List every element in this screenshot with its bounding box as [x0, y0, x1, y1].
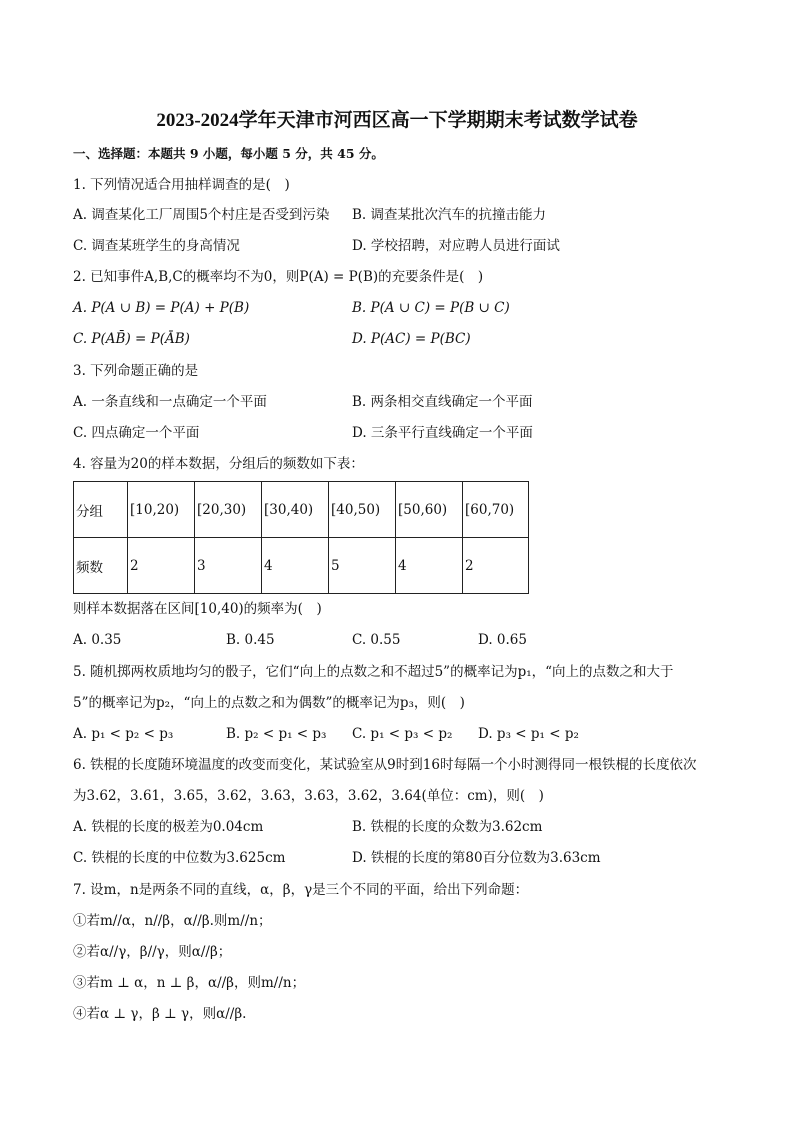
q1-option-c: C. 调查某班学生的身高情况 [73, 238, 240, 254]
q2-option-d: D. P(AC) = P(BC) [352, 331, 471, 347]
frequency-table [73, 481, 529, 594]
q3-option-b: B. 两条相交直线确定一个平面 [352, 394, 533, 410]
q2-option-c: C. P(AB̄) = P(ĀB) [73, 331, 190, 347]
q7-proposition-1: ①若m//α，n//β，α//β.则m//n； [73, 913, 272, 929]
q7-proposition-3: ③若m ⊥ α，n ⊥ β，α//β，则m//n； [73, 975, 306, 991]
question-6-stem-line2: 为3.62，3.61，3.65，3.62，3.63，3.63，3.62，3.64(单位：cm)，则( ) [73, 788, 544, 804]
question-4-after: 则样本数据落在区间[10,40)的频率为( ) [73, 601, 322, 617]
page-title: 2023-2024学年天津市河西区高一下学期期末考试数学试卷 [156, 110, 638, 131]
q6-option-d: D. 铁棍的长度的第80百分位数为3.63cm [352, 850, 601, 866]
q1-option-d: D. 学校招聘，对应聘人员进行面试 [352, 238, 560, 254]
table-row [74, 538, 529, 594]
q2-option-a: A. P(A ∪ B) = P(A) + P(B) [73, 300, 250, 316]
table-cell: 3 [195, 538, 262, 594]
table-cell: 4 [262, 538, 329, 594]
q1-option-b: B. 调查某批次汽车的抗撞击能力 [352, 207, 547, 223]
q7-proposition-2: ②若α//γ，β//γ，则α//β； [73, 944, 232, 960]
question-1-stem: 1. 下列情况适合用抽样调查的是( ) [73, 177, 290, 193]
table-row [74, 482, 529, 538]
q6-option-a: A. 铁棍的长度的极差为0.04cm [73, 819, 264, 835]
table-cell: [20,30) [195, 482, 262, 538]
question-7-stem: 7. 设m，n是两条不同的直线，α，β，γ是三个不同的平面，给出下列命题： [73, 882, 529, 898]
table-cell: [30,40) [262, 482, 329, 538]
table-cell: 2 [463, 538, 529, 594]
q4-option-c: C. 0.55 [352, 632, 401, 648]
question-2-stem: 2. 已知事件A,B,C的概率均不为0，则P(A) = P(B)的充要条件是( ) [73, 269, 484, 285]
q5-option-d: D. p₃ < p₁ < p₂ [478, 726, 579, 742]
question-5-stem-line1: 5. 随机掷两枚质地均匀的骰子，它们“向上的点数之和不超过5”的概率记为p₁，“向上的点数之和大于 [73, 664, 674, 680]
table-cell: 5 [329, 538, 396, 594]
table-cell: 频数 [74, 538, 128, 594]
question-6-stem-line1: 6. 铁棍的长度随环境温度的改变而变化，某试验室从9时到16时每隔一个小时测得同一根铁棍的长度依次 [73, 757, 697, 773]
q7-proposition-4: ④若α ⊥ γ，β ⊥ γ，则α//β. [73, 1006, 247, 1022]
q5-option-b: B. p₂ < p₁ < p₃ [226, 726, 327, 742]
q2-option-b: B. P(A ∪ C) = P(B ∪ C) [352, 300, 510, 316]
table-cell: 分组 [74, 482, 128, 538]
q5-option-c: C. p₁ < p₃ < p₂ [352, 726, 453, 742]
question-3-stem: 3. 下列命题正确的是 [73, 363, 199, 379]
q6-option-c: C. 铁棍的长度的中位数为3.625cm [73, 850, 286, 866]
table-cell: [10,20) [128, 482, 195, 538]
q6-option-b: B. 铁棍的长度的众数为3.62cm [352, 819, 543, 835]
q3-option-c: C. 四点确定一个平面 [73, 425, 200, 441]
section-heading: 一、选择题：本题共 9 小题，每小题 5 分，共 45 分。 [73, 146, 384, 161]
table-cell: [60,70) [463, 482, 529, 538]
question-5-stem-line2: 5”的概率记为p₂，“向上的点数之和为偶数”的概率记为p₃，则( ) [73, 695, 465, 711]
q1-option-a: A. 调查某化工厂周围5个村庄是否受到污染 [73, 207, 330, 223]
table-cell: 2 [128, 538, 195, 594]
question-4-stem: 4. 容量为20的样本数据，分组后的频数如下表： [73, 456, 364, 472]
q4-option-a: A. 0.35 [73, 632, 122, 648]
q3-option-a: A. 一条直线和一点确定一个平面 [73, 394, 267, 410]
table-cell: [40,50) [329, 482, 396, 538]
q3-option-d: D. 三条平行直线确定一个平面 [352, 425, 533, 441]
q5-option-a: A. p₁ < p₂ < p₃ [73, 726, 174, 742]
table-cell: [50,60) [396, 482, 463, 538]
q4-option-d: D. 0.65 [478, 632, 527, 648]
q4-option-b: B. 0.45 [226, 632, 275, 648]
table-cell: 4 [396, 538, 463, 594]
